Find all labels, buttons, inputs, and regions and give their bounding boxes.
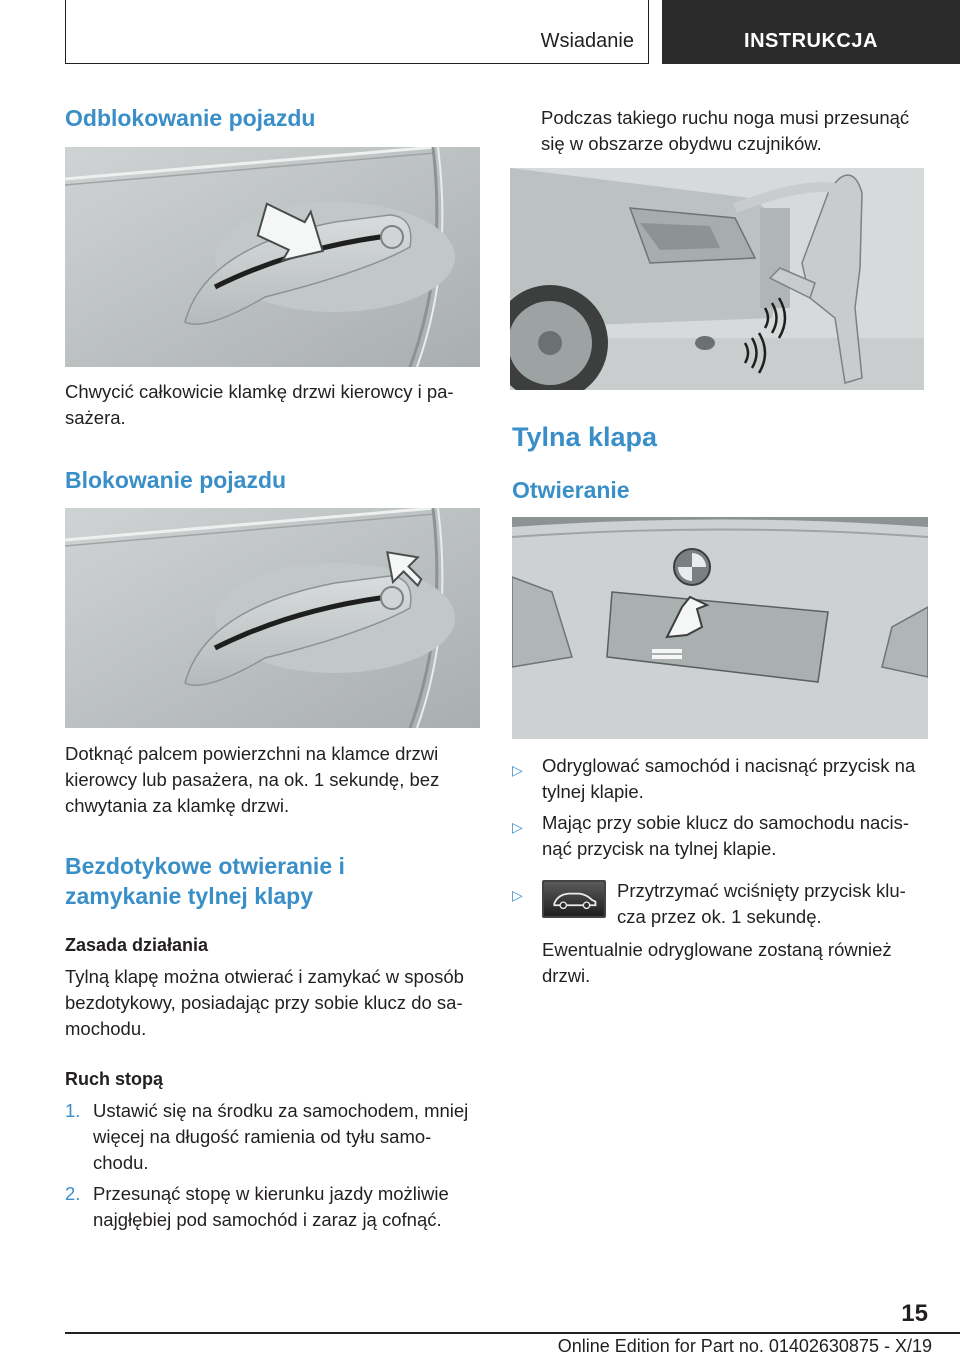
principle-text-line: mochodu.	[65, 1018, 147, 1039]
foot-heading: Ruch stopą	[65, 1069, 164, 1089]
tailgate-button-image	[512, 517, 928, 739]
page-number: 15	[901, 1300, 928, 1327]
footer-divider	[65, 1332, 960, 1334]
move-text-line: się w obszarze obydwu czujników.	[541, 133, 822, 154]
bullet-item	[512, 753, 932, 805]
bullet-text: tylnej klapie.	[542, 781, 644, 802]
step-item	[65, 1098, 485, 1124]
header-section-box	[65, 0, 649, 64]
foot-gesture-image	[510, 168, 924, 390]
car-key-tailgate-icon	[542, 880, 606, 918]
bullet-text: cza przez ok. 1 sekundę.	[617, 906, 822, 927]
principle-heading: Zasada działania	[65, 935, 209, 955]
step-text: więcej na długość ramienia od tyłu samo‐	[93, 1126, 432, 1147]
step-text: najgłębiej pod samochód i zaraz ją cofnąć.	[93, 1209, 442, 1230]
bullet-text: Odryglować samochód i nacisnąć przycisk na	[542, 755, 916, 776]
step-text: Ustawić się na środku za samochodem, mniej	[93, 1100, 469, 1121]
step-number: 2.	[65, 1183, 81, 1204]
step-text: chodu.	[93, 1152, 149, 1173]
door-handle-unlock-image	[65, 147, 480, 367]
lock-text-line: kierowcy lub pasażera, na ok. 1 sekundę, bez	[65, 769, 440, 790]
open-heading: Otwieranie	[512, 477, 630, 503]
chapter-title: INSTRUKCJA	[744, 30, 878, 52]
bullet-item	[512, 878, 932, 930]
lock-text-line: chwytania za klamkę drzwi.	[65, 795, 290, 816]
bullet-text: Przytrzymać wciśnięty przycisk klu‐	[617, 880, 906, 901]
note-text-line: Ewentualnie odryglowane zostaną również	[542, 939, 892, 960]
contactless-heading-line: Bezdotykowe otwieranie i	[65, 853, 345, 879]
section-title: Wsiadanie	[540, 30, 634, 52]
unlock-text-line: sażera.	[65, 407, 126, 428]
door-handle-lock-image	[65, 508, 480, 728]
bullet-text: Mając przy sobie klucz do samochodu nacis‐	[542, 812, 910, 833]
tailgate-heading: Tylna klapa	[512, 422, 658, 452]
lock-heading: Blokowanie pojazdu	[65, 467, 287, 493]
lock-text-line: Dotknąć palcem powierzchni na klamce drzwi	[65, 743, 439, 764]
unlock-heading: Odblokowanie pojazdu	[65, 105, 316, 131]
principle-text-line: bezdotykowy, posiadając przy sobie klucz do sa‐	[65, 992, 463, 1013]
contactless-heading-line: zamykanie tylnej klapy	[65, 883, 314, 909]
bullet-marker: ▷	[512, 887, 523, 903]
step-number: 1.	[65, 1100, 81, 1121]
bullet-marker: ▷	[512, 762, 523, 778]
bullet-marker: ▷	[512, 819, 523, 835]
move-text-line: Podczas takiego ruchu noga musi przesunąć	[541, 107, 910, 128]
bullet-item	[512, 810, 932, 862]
principle-text-line: Tylną klapę można otwierać i zamykać w sposób	[65, 966, 464, 987]
step-item	[65, 1181, 485, 1207]
note-text-line: drzwi.	[542, 965, 591, 986]
footer-edition: Online Edition for Part no. 01402630875 - X/19	[557, 1336, 932, 1356]
unlock-text-line: Chwycić całkowicie klamkę drzwi kierowcy i pa‐	[65, 381, 454, 402]
header-chapter-box	[662, 0, 960, 64]
step-text: Przesunąć stopę w kierunku jazdy możliwie	[93, 1183, 449, 1204]
bullet-text: nąć przycisk na tylnej klapie.	[542, 838, 777, 859]
